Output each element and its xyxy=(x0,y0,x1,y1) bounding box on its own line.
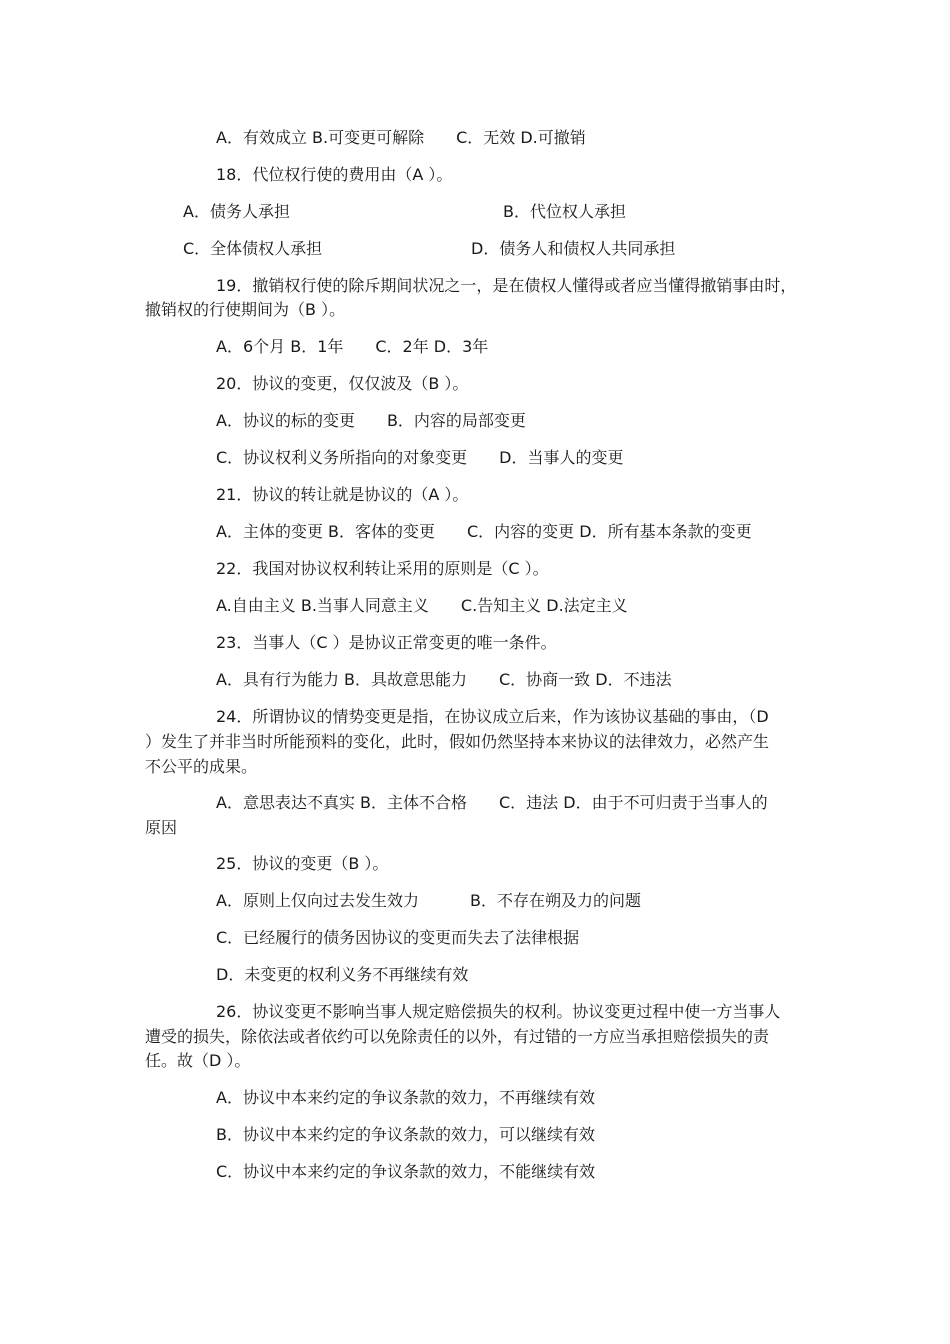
q26-option-c: C．协议中本来约定的争议条款的效力，不能继续有效 xyxy=(216,1162,596,1181)
q19-options: A．6个月 B．1年 C．2年 D．3年 xyxy=(216,337,489,356)
q20-stem: 20．协议的变更，仅仅波及（B ）。 xyxy=(216,374,469,393)
q19-stem-line1: 19．撤销权行使的除斥期间状况之一，是在债权人懂得或者应当懂得撤销事由时， xyxy=(216,276,797,295)
q21-stem: 21．协议的转让就是协议的（A ）。 xyxy=(216,485,469,504)
q26-stem-line1: 26．协议变更不影响当事人规定赔偿损失的权利。协议变更过程中使一方当事人 xyxy=(216,1002,781,1021)
q18-option-d: D．债务人和债权人共同承担 xyxy=(471,239,676,258)
q24-options-line2: 原因 xyxy=(145,818,178,837)
q18-option-b: B．代位权人承担 xyxy=(503,202,626,221)
q24-stem-line1: 24．所谓协议的情势变更是指，在协议成立后来，作为该协议基础的事由，（D xyxy=(216,707,769,726)
q20-options-cd: C．协议权利义务所指向的对象变更 D．当事人的变更 xyxy=(216,448,624,467)
q25-option-b: B．不存在朔及力的问题 xyxy=(470,891,641,910)
q23-stem: 23．当事人（C ）是协议正常变更的唯一条件。 xyxy=(216,633,557,652)
q24-options-line1: A．意思表达不真实 B．主体不合格 C．违法 D．由于不可归责于当事人的 xyxy=(216,793,768,812)
q24-stem-line2: ）发生了并非当时所能预料的变化，此时，假如仍然坚持本来协议的法律效力，必然产生 xyxy=(145,732,770,751)
q18-stem: 18．代位权行使的费用由（A ）。 xyxy=(216,165,453,184)
q20-options-ab: A．协议的标的变更 B．内容的局部变更 xyxy=(216,411,526,430)
q26-option-a: A．协议中本来约定的争议条款的效力，不再继续有效 xyxy=(216,1088,595,1107)
q18-option-c: C．全体债权人承担 xyxy=(183,239,323,258)
q25-option-a: A．原则上仅向过去发生效力 xyxy=(216,891,419,910)
q26-stem-line3: 任。故（D ）。 xyxy=(145,1051,251,1070)
q19-stem-line2: 撤销权的行使期间为（B ）。 xyxy=(145,300,346,319)
q22-stem: 22．我国对协议权利转让采用的原则是（C ）。 xyxy=(216,559,549,578)
q22-options: A.自由主义 B.当事人同意主义 C.告知主义 D.法定主义 xyxy=(216,596,628,615)
q18-option-a: A．债务人承担 xyxy=(183,202,290,221)
q17-options: A．有效成立 B.可变更可解除 C．无效 D.可撤销 xyxy=(216,128,586,147)
q26-option-b: B．协议中本来约定的争议条款的效力，可以继续有效 xyxy=(216,1125,595,1144)
q25-option-d: D．未变更的权利义务不再继续有效 xyxy=(216,965,469,984)
q24-stem-line3: 不公平的成果。 xyxy=(145,757,258,776)
q26-stem-line2: 遭受的损失，除依法或者依约可以免除责任的以外，有过错的一方应当承担赔偿损失的责 xyxy=(145,1027,770,1046)
q21-options: A．主体的变更 B．客体的变更 C．内容的变更 D．所有基本条款的变更 xyxy=(216,522,752,541)
q23-options: A．具有行为能力 B．具故意思能力 C．协商一致 D．不违法 xyxy=(216,670,672,689)
q25-option-c: C．已经履行的债务因协议的变更而失去了法律根据 xyxy=(216,928,580,947)
q25-stem: 25．协议的变更（B ）。 xyxy=(216,854,389,873)
